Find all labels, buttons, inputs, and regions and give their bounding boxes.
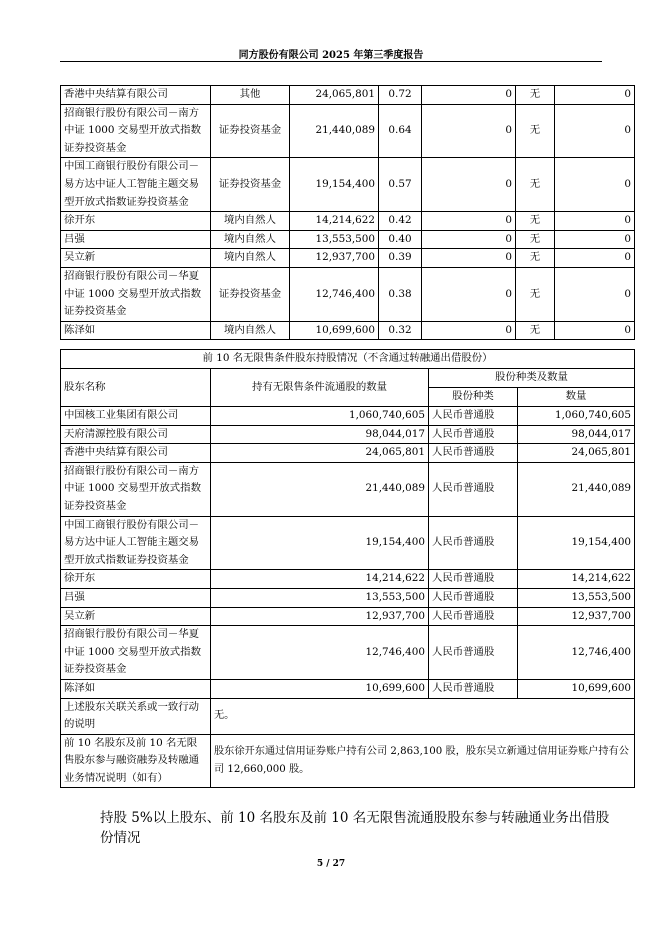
shareholder-name: 中国工商银行股份有限公司－易方达中证人工智能主题交易型开放式指数证券投资基金 [61,516,211,570]
shareholder-name: 徐开东 [61,212,211,231]
table-row [61,516,635,570]
shareholder-name: 吕强 [61,588,211,607]
shareholder-name: 吴立新 [61,607,211,626]
shareholder-name: 招商银行股份有限公司－南方中证 1000 交易型开放式指数证券投资基金 [61,104,211,158]
col-header-qty: 数量 [518,388,635,407]
share-kind: 人民币普通股 [429,679,518,698]
restricted-shares: 0 [422,212,516,231]
shares-held: 12,937,700 [290,249,379,268]
share-qty: 21,440,089 [518,462,635,516]
share-qty: 12,937,700 [518,607,635,626]
shareholder-name: 吴立新 [61,249,211,268]
shares-held: 13,553,500 [290,230,379,249]
share-kind: 人民币普通股 [429,626,518,680]
shareholder-name: 徐开东 [61,570,211,589]
shares-held: 14,214,622 [290,212,379,231]
table-row [61,321,635,340]
pledge-status: 无 [516,158,555,212]
note-label: 上述股东关联关系或一致行动的说明 [61,698,211,734]
note-text: 股东徐开东通过信用证券账户持有公司 2,863,100 股，股东吴立新通过信用证券账户持有公司 12,660,000 股。 [211,734,635,788]
share-kind: 人民币普通股 [429,425,518,444]
shareholder-name: 天府清源控股有限公司 [61,425,211,444]
shareholder-name: 吕强 [61,230,211,249]
page-header: 同方股份有限公司 2025 年第三季度报告 [238,50,424,61]
shareholder-name: 香港中央结算有限公司 [61,444,211,463]
unrestricted-holding: 98,044,017 [211,425,429,444]
table-row [61,86,635,105]
share-kind: 人民币普通股 [429,516,518,570]
table-row [61,267,635,321]
restricted-shares: 0 [422,158,516,212]
pledge-status: 无 [516,267,555,321]
shareholder-name: 陈泽如 [61,321,211,340]
shares-held: 24,065,801 [290,86,379,105]
share-qty: 19,154,400 [518,516,635,570]
table-row [61,158,635,212]
top-shareholders-table [60,85,635,340]
unrestricted-holding: 24,065,801 [211,444,429,463]
shareholder-type: 证券投资基金 [211,267,290,321]
shares-held: 10,699,600 [290,321,379,340]
col-header-holding: 持有无限售条件流通股的数量 [211,369,429,407]
section-heading: 持股 5%以上股东、前 10 名股东及前 10 名无限售流通股股东参与转融通业务出借股份情况 [100,810,610,846]
table-row [61,679,635,698]
share-kind: 人民币普通股 [429,570,518,589]
share-kind: 人民币普通股 [429,462,518,516]
table-row [61,462,635,516]
restricted-shares: 0 [422,267,516,321]
col-header-name: 股东名称 [61,369,211,407]
share-qty: 13,553,500 [518,588,635,607]
pledge-status: 无 [516,249,555,268]
shareholder-name: 中国工商银行股份有限公司－易方达中证人工智能主题交易型开放式指数证券投资基金 [61,158,211,212]
unrestricted-holding: 12,937,700 [211,607,429,626]
pledge-status: 无 [516,86,555,105]
table-row [61,444,635,463]
col-header-group: 股份种类及数量 [429,369,635,388]
table-row [61,588,635,607]
shareholder-name: 招商银行股份有限公司－华夏中证 1000 交易型开放式指数证券投资基金 [61,626,211,680]
shareholder-type: 境内自然人 [211,321,290,340]
header-divider [60,61,602,62]
note-row [61,734,635,788]
shareholder-type: 证券投资基金 [211,158,290,212]
table-row [61,407,635,426]
unrestricted-holding: 1,060,740,605 [211,407,429,426]
share-kind: 人民币普通股 [429,444,518,463]
table-row [61,607,635,626]
pledge-qty: 0 [555,86,635,105]
restricted-shares: 0 [422,104,516,158]
table-row [61,230,635,249]
shareholder-name: 招商银行股份有限公司－南方中证 1000 交易型开放式指数证券投资基金 [61,462,211,516]
pledge-qty: 0 [555,212,635,231]
pledge-status: 无 [516,321,555,340]
pledge-status: 无 [516,212,555,231]
pledge-qty: 0 [555,104,635,158]
shareholding-pct: 0.40 [379,230,422,249]
shareholding-pct: 0.32 [379,321,422,340]
restricted-shares: 0 [422,321,516,340]
shares-held: 19,154,400 [290,158,379,212]
share-kind: 人民币普通股 [429,588,518,607]
table-row [61,425,635,444]
share-qty: 10,699,600 [518,679,635,698]
note-label: 前 10 名股东及前 10 名无限售股东参与融资融券及转融通业务情况说明（如有） [61,734,211,788]
shareholding-pct: 0.38 [379,267,422,321]
share-kind: 人民币普通股 [429,607,518,626]
share-qty: 12,746,400 [518,626,635,680]
shareholder-type: 证券投资基金 [211,104,290,158]
shareholder-name: 香港中央结算有限公司 [61,86,211,105]
unrestricted-holding: 10,699,600 [211,679,429,698]
pledge-qty: 0 [555,158,635,212]
table-row [61,570,635,589]
share-qty: 24,065,801 [518,444,635,463]
shareholder-type: 境内自然人 [211,249,290,268]
pledge-qty: 0 [555,249,635,268]
unrestricted-holding: 19,154,400 [211,516,429,570]
shareholding-pct: 0.57 [379,158,422,212]
pledge-qty: 0 [555,321,635,340]
shareholder-name: 中国核工业集团有限公司 [61,407,211,426]
pledge-qty: 0 [555,267,635,321]
share-kind: 人民币普通股 [429,407,518,426]
share-qty: 98,044,017 [518,425,635,444]
restricted-shares: 0 [422,249,516,268]
restricted-shares: 0 [422,86,516,105]
pledge-status: 无 [516,104,555,158]
table-title-row [61,350,635,369]
shareholder-name: 招商银行股份有限公司－华夏中证 1000 交易型开放式指数证券投资基金 [61,267,211,321]
share-qty: 14,214,622 [518,570,635,589]
share-qty: 1,060,740,605 [518,407,635,426]
table-row [61,249,635,268]
shareholder-type: 境内自然人 [211,230,290,249]
table-row [61,104,635,158]
unrestricted-holding: 21,440,089 [211,462,429,516]
note-text: 无。 [211,698,635,734]
shareholder-name: 陈泽如 [61,679,211,698]
unrestricted-holding: 14,214,622 [211,570,429,589]
restricted-shares: 0 [422,230,516,249]
unrestricted-shareholders-table [60,349,635,788]
table-row [61,626,635,680]
page-number: 5 / 27 [316,859,346,869]
shares-held: 12,746,400 [290,267,379,321]
header-row [61,369,635,388]
note-row [61,698,635,734]
shareholder-type: 其他 [211,86,290,105]
shareholding-pct: 0.42 [379,212,422,231]
table-title: 前 10 名无限售条件股东持股情况（不含通过转融通出借股份） [61,350,635,369]
unrestricted-holding: 12,746,400 [211,626,429,680]
pledge-qty: 0 [555,230,635,249]
shareholding-pct: 0.72 [379,86,422,105]
unrestricted-holding: 13,553,500 [211,588,429,607]
shares-held: 21,440,089 [290,104,379,158]
shareholding-pct: 0.64 [379,104,422,158]
shareholding-pct: 0.39 [379,249,422,268]
table-row [61,212,635,231]
shareholder-type: 境内自然人 [211,212,290,231]
pledge-status: 无 [516,230,555,249]
col-header-kind: 股份种类 [429,388,518,407]
